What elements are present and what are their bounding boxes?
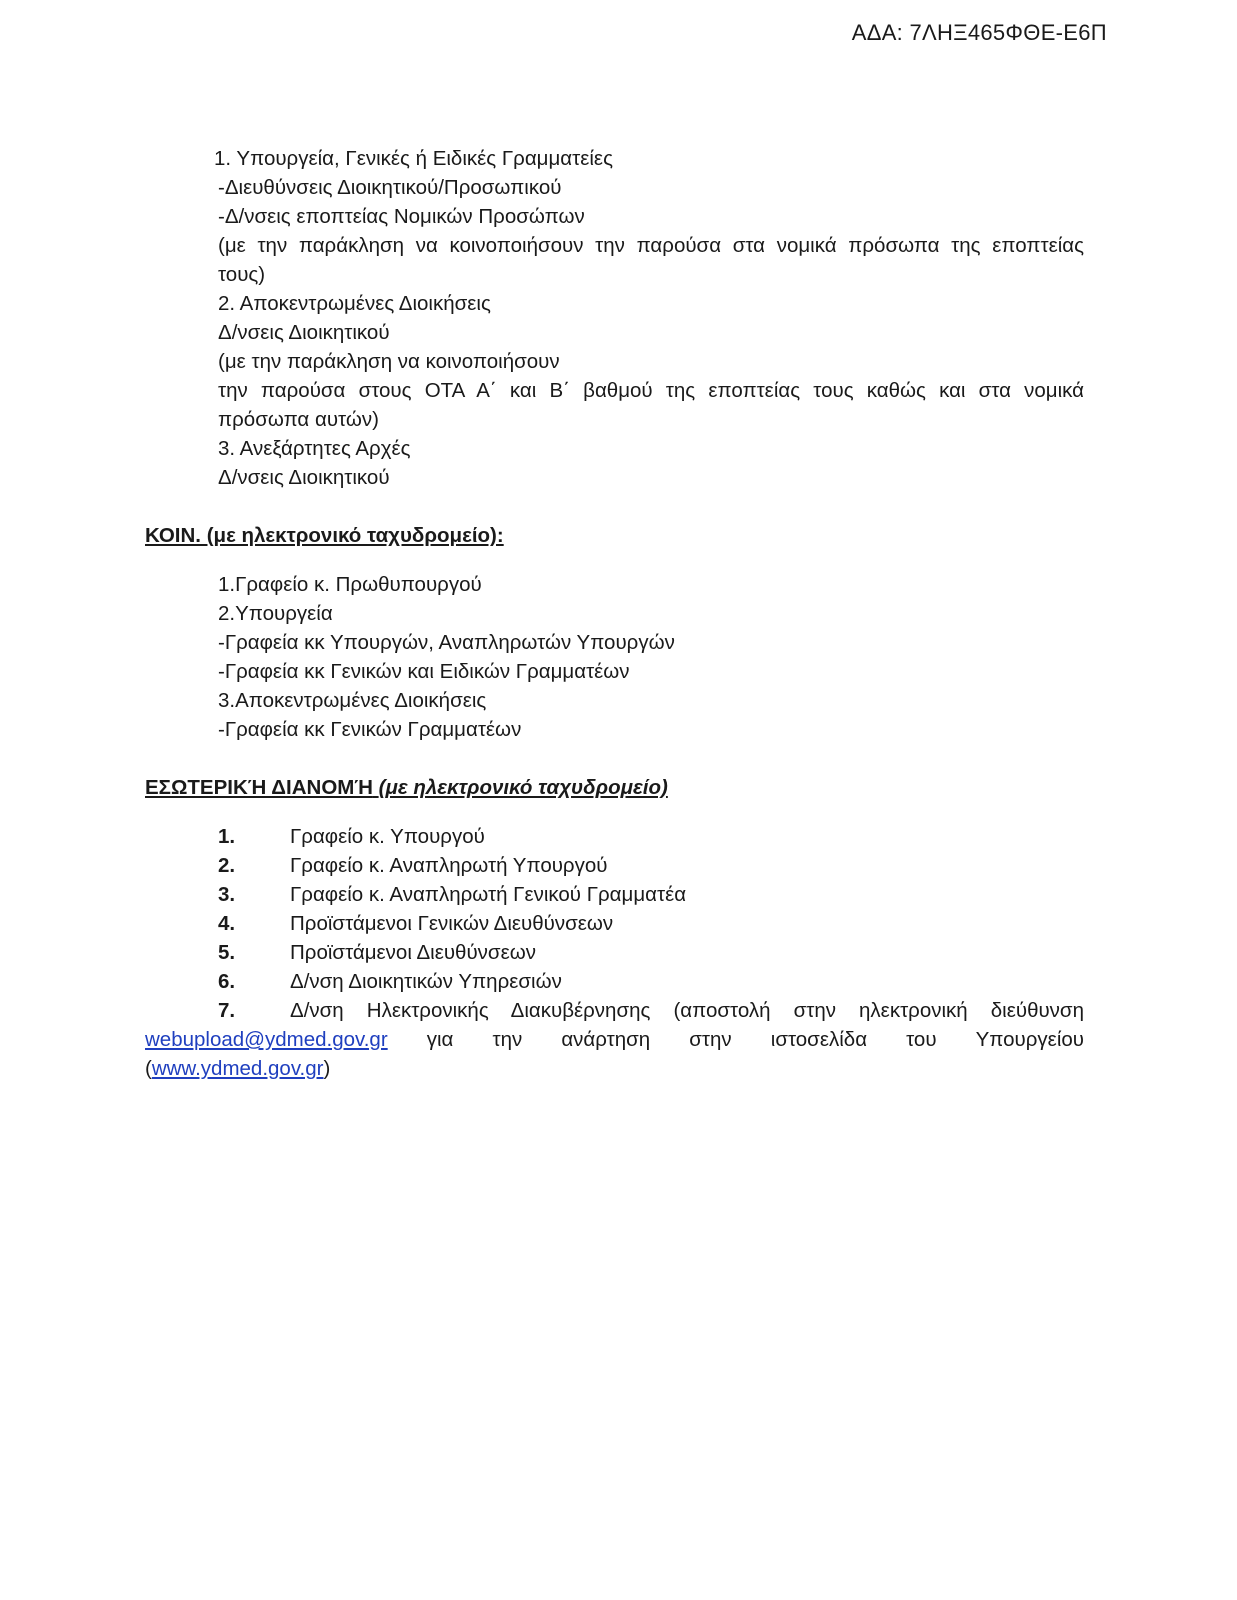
recipient-line: πρόσωπα αυτών) <box>218 408 379 431</box>
internal-heading-paren: (με ηλεκτρονικό ταχυδρομείο) <box>378 776 668 799</box>
recipient-line: (με την παράκληση να κοινοποιήσουν <box>218 350 560 373</box>
word: ανάρτηση <box>561 1028 651 1051</box>
word: του <box>906 1028 937 1051</box>
list-item-number: 7. <box>218 999 236 1022</box>
open-paren: ( <box>145 1057 152 1080</box>
internal-heading-main: ΕΣΩΤΕΡΙΚΉ ΔΙΑΝΟΜΉ <box>145 776 373 799</box>
list-item-text: Γραφείο κ. Αναπληρωτή Υπουργού <box>290 854 608 877</box>
ada-code: ΑΔΑ: 7ΛΗΞ465ΦΘΕ-Ε6Π <box>851 20 1107 45</box>
list-item-number: 4. <box>218 912 236 935</box>
koin-line: -Γραφεία κκ Υπουργών, Αναπληρωτών Υπουργών <box>218 631 675 654</box>
list-item-number: 5. <box>218 941 236 964</box>
word: Υπουργείου <box>975 1028 1084 1051</box>
koin-line: -Γραφεία κκ Γενικών και Ειδικών Γραμματέων <box>218 660 630 683</box>
recipient-line: -Δ/νσεις εποπτείας Νομικών Προσώπων <box>218 205 585 228</box>
item7-continuation <box>145 1025 1084 1054</box>
list-item-text: Δ/νση Διοικητικών Υπηρεσιών <box>290 970 562 993</box>
koin-line: 1.Γραφείο κ. Πρωθυπουργού <box>218 573 482 596</box>
internal-heading <box>145 773 668 802</box>
recipient-line: (με την παράκληση να κοινοποιήσουν την παρούσα στα νομικά πρόσωπα της εποπτείας <box>218 234 1084 257</box>
recipient-line: 3. Ανεξάρτητες Αρχές <box>218 437 411 460</box>
email-link[interactable]: webupload@ydmed.gov.gr <box>145 1028 388 1051</box>
list-item-number: 1. <box>218 825 236 848</box>
recipient-line: 1. Υπουργεία, Γενικές ή Ειδικές Γραμματείες <box>214 147 613 170</box>
list-item-number: 2. <box>218 854 236 877</box>
word: την <box>492 1028 523 1051</box>
list-item-text: Δ/νση Ηλεκτρονικής Διακυβέρνησης (αποστολή στην ηλεκτρονική διεύθυνση <box>290 999 1084 1022</box>
word: στην <box>689 1028 732 1051</box>
koin-line: 3.Αποκεντρωμένες Διοικήσεις <box>218 689 487 712</box>
list-item-number: 6. <box>218 970 236 993</box>
list-item-text: Γραφείο κ. Αναπληρωτή Γενικού Γραμματέα <box>290 883 687 906</box>
recipient-line: Δ/νσεις Διοικητικού <box>218 466 390 489</box>
list-item-number: 3. <box>218 883 236 906</box>
word: για <box>426 1028 454 1051</box>
list-item-text: Γραφείο κ. Υπουργού <box>290 825 485 848</box>
recipient-line: 2. Αποκεντρωμένες Διοικήσεις <box>218 292 491 315</box>
recipient-line: Δ/νσεις Διοικητικού <box>218 321 390 344</box>
list-item-text: Προϊστάμενοι Γενικών Διευθύνσεων <box>290 912 614 935</box>
recipient-line: την παρούσα στους ΟΤΑ Α΄ και Β΄ βαθμού της εποπτείας τους καθώς και στα νομικά <box>218 379 1084 402</box>
list-item-text: Προϊστάμενοι Διευθύνσεων <box>290 941 536 964</box>
recipient-line: -Διευθύνσεις Διοικητικού/Προσωπικού <box>218 176 562 199</box>
koin-line: -Γραφεία κκ Γενικών Γραμματέων <box>218 718 522 741</box>
website-link[interactable]: www.ydmed.gov.gr <box>151 1057 324 1080</box>
url-line <box>145 1054 330 1083</box>
close-paren: ) <box>323 1057 331 1080</box>
koin-line: 2.Υπουργεία <box>218 602 333 625</box>
koin-heading: ΚΟΙΝ. (με ηλεκτρονικό ταχυδρομείο): <box>145 524 504 547</box>
recipient-line: τους) <box>218 263 266 286</box>
word: ιστοσελίδα <box>770 1028 868 1051</box>
